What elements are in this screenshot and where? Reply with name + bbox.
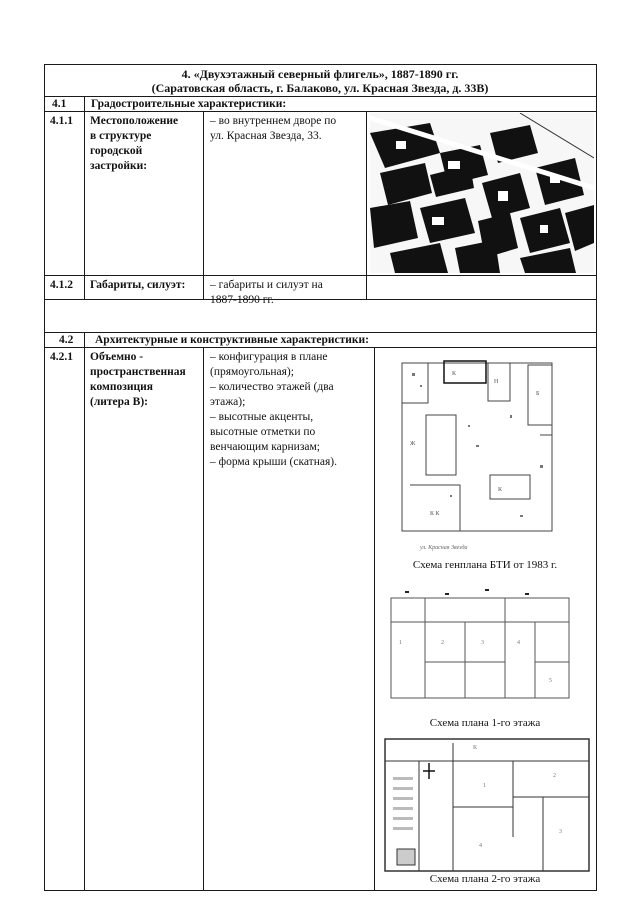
plan-street-label: ул. Красная Звезда xyxy=(420,545,468,551)
floor1-plan-drawing xyxy=(385,582,575,702)
row-description: – во внутреннем дворе по ул. Красная Звезда, 33. xyxy=(210,115,337,142)
row-label: Объемно - пространственная композиция (литера В): xyxy=(90,351,186,408)
section-number: 4.2 xyxy=(59,334,74,346)
svg-text:1: 1 xyxy=(399,640,402,646)
row-number: 4.1.2 xyxy=(50,279,73,291)
table-col-divider xyxy=(84,111,85,299)
row-number: 4.1.1 xyxy=(50,115,73,127)
aerial-photo xyxy=(370,113,594,273)
table-rule xyxy=(44,275,597,276)
floor1-caption: Схема плана 1-го этажа xyxy=(429,717,541,729)
svg-text:Н: Н xyxy=(494,379,499,385)
svg-text:4: 4 xyxy=(517,640,520,646)
svg-text:К: К xyxy=(452,371,457,377)
svg-text:4: 4 xyxy=(479,843,482,849)
table-border-left xyxy=(44,64,45,891)
row-description: – габариты и силуэт на 1887-1890 гг. xyxy=(210,279,323,306)
section-heading: Архитектурные и конструктивные характеристики: xyxy=(95,334,369,346)
row-label: Местоположение в структуре городской застройки: xyxy=(90,115,179,172)
svg-text:1: 1 xyxy=(483,783,486,789)
table-border-right xyxy=(596,64,597,891)
floor2-plan-drawing xyxy=(383,737,593,873)
table-col-divider xyxy=(203,347,204,890)
genplan-caption: Схема генплана БТИ от 1983 г. xyxy=(412,559,558,571)
svg-text:2: 2 xyxy=(553,773,556,779)
section-number: 4.1 xyxy=(52,98,67,110)
svg-text:Б: Б xyxy=(536,391,540,397)
svg-text:Ж: Ж xyxy=(410,441,416,447)
table-col-divider xyxy=(84,96,85,111)
table-col-divider xyxy=(374,347,375,890)
document-subtitle: (Саратовская область, г. Балаково, ул. Красная Звезда, д. 33В) xyxy=(151,81,489,95)
svg-text:К: К xyxy=(498,487,503,493)
site-plan-drawing xyxy=(390,355,570,553)
table-col-divider xyxy=(203,111,204,299)
svg-text:3: 3 xyxy=(559,829,562,835)
svg-text:2: 2 xyxy=(441,640,444,646)
table-border-top xyxy=(44,64,597,65)
row-number: 4.2.1 xyxy=(50,351,73,363)
svg-text:К К: К К xyxy=(430,511,440,517)
section-heading: Градостроительные характеристики: xyxy=(91,98,287,110)
svg-text:5: 5 xyxy=(549,678,552,684)
document-title: 4. «Двухэтажный северный флигель», 1887-1890 гг. xyxy=(181,67,459,81)
table-col-divider xyxy=(84,332,85,890)
row-description: – конфигурация в плане (прямоугольная); – количество этажей (два этажа); – высотные акценты, высотные отметки по венчающим карнизам; – форма крыши (скатная). xyxy=(210,351,337,468)
svg-text:3: 3 xyxy=(481,640,484,646)
floor2-caption: Схема плана 2-го этажа xyxy=(429,873,541,885)
table-col-divider xyxy=(366,111,367,299)
svg-text:К: К xyxy=(473,745,478,751)
table-border-bottom xyxy=(44,890,597,891)
row-label: Габариты, силуэт: xyxy=(90,279,186,291)
